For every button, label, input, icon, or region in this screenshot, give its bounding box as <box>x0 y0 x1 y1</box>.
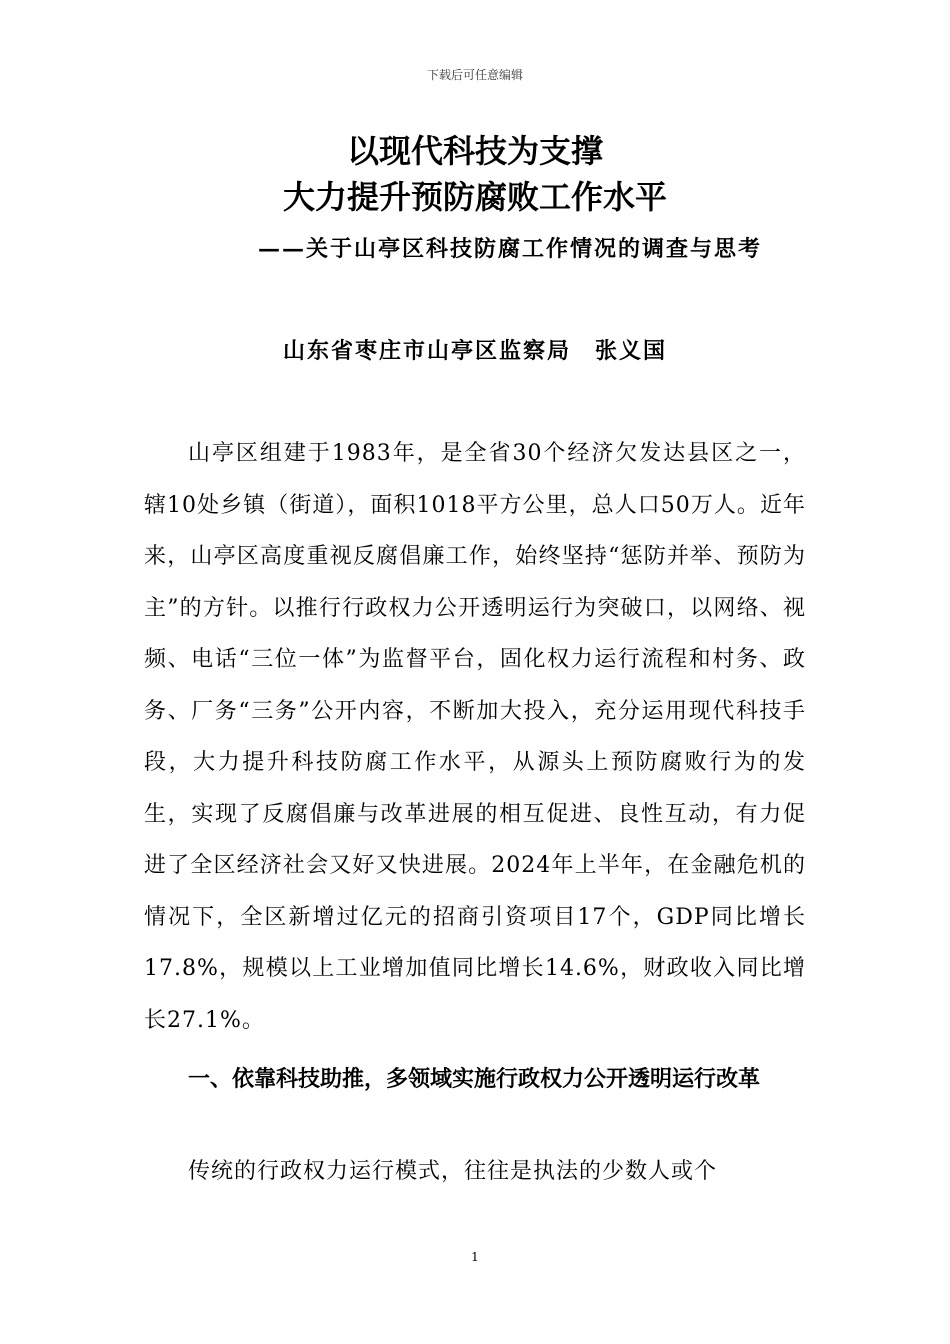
title-block <box>0 128 950 220</box>
author-line: 山东省枣庄市山亭区监察局 张义国 <box>282 338 667 364</box>
title-line-2: 大力提升预防腐败工作水平 <box>282 178 667 216</box>
body-paragraph-2: 传统的行政权力运行模式，往往是执法的少数人或个 <box>188 1159 718 1184</box>
body-paragraph-1: 山亭区组建于1983年，是全省30个经济欠发达县区之一，辖10处乡镇（街道），面积1018平方公里，总人口50万人。近年来，山亭区高度重视反腐倡廉工作，始终坚持“惩防并举、预防为主”的方针。以推行行政权力公开透明运行为突破口，以网络、视频、电话“三位一体”为监督平台，固化权力运行流程和村务、政务、厂务“三务”公开内容，不断加大投入，充分运用现代科技手段，大力提升科技防腐工作水平，从源头上预防腐败行为的发生，实现了反腐倡廉与改革进展的相互促进、良性互动，有力促进了全区经济社会又好又快进展。2024年上半年，在金融危机的情况下，全区新增过亿元的招商引资项目17个，GDP同比增长17.8%，规模以上工业增加值同比增长14.6%，财政收入同比增长27.1%。 <box>144 441 806 1033</box>
subtitle: ——关于山亭区科技防腐工作情况的调查与思考 <box>258 236 763 262</box>
title-line-1: 以现代科技为支撑 <box>346 132 603 170</box>
page-header-note: 下载后可任意编辑 <box>426 68 523 82</box>
page-number: 1 <box>471 1250 479 1264</box>
body-paragraph-1-block <box>144 428 806 1046</box>
section-heading-1: 一、依靠科技助推，多领域实施行政权力公开透明运行改革 <box>188 1067 761 1092</box>
